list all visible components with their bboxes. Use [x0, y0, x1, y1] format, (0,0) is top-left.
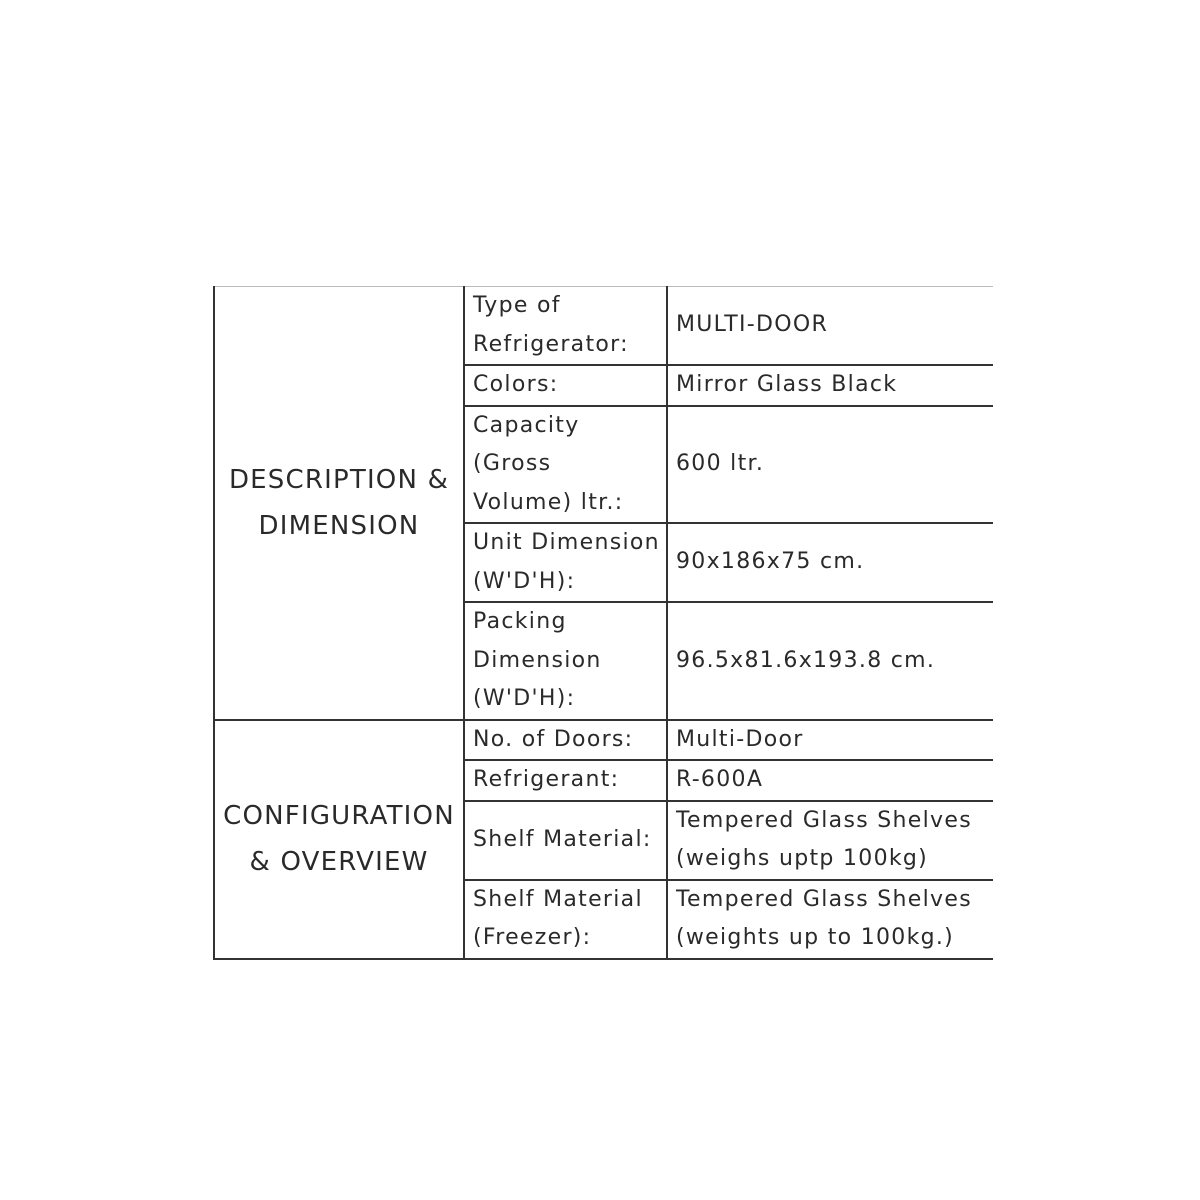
spec-value: 96.5x81.6x193.8 cm.	[667, 602, 993, 720]
table-row	[214, 720, 993, 761]
spec-label: Packing Dimension (W'D'H):	[464, 602, 667, 720]
spec-value: Multi-Door	[667, 720, 993, 761]
spec-label: Shelf Material:	[464, 801, 667, 880]
spec-value: MULTI-DOOR	[667, 287, 993, 366]
spec-table	[213, 286, 993, 960]
spec-label: No. of Doors:	[464, 720, 667, 761]
spec-label: Colors:	[464, 365, 667, 406]
section-title-configuration: CONFIGURATION & OVERVIEW	[214, 720, 464, 959]
spec-label: Capacity (Gross Volume) ltr.:	[464, 406, 667, 524]
section-title-description: DESCRIPTION & DIMENSION	[214, 287, 464, 720]
spec-value: Mirror Glass Black	[667, 365, 993, 406]
spec-value: Tempered Glass Shelves (weights up to 100kg.)	[667, 880, 993, 959]
spec-value: R-600A	[667, 760, 993, 801]
spec-value: 600 ltr.	[667, 406, 993, 524]
spec-value: Tempered Glass Shelves (weighs uptp 100kg)	[667, 801, 993, 880]
spec-label: Type of Refrigerator:	[464, 287, 667, 366]
spec-label: Unit Dimension (W'D'H):	[464, 523, 667, 602]
spec-value: 90x186x75 cm.	[667, 523, 993, 602]
spec-label: Refrigerant:	[464, 760, 667, 801]
spec-label: Shelf Material (Freezer):	[464, 880, 667, 959]
table-row	[214, 287, 993, 366]
